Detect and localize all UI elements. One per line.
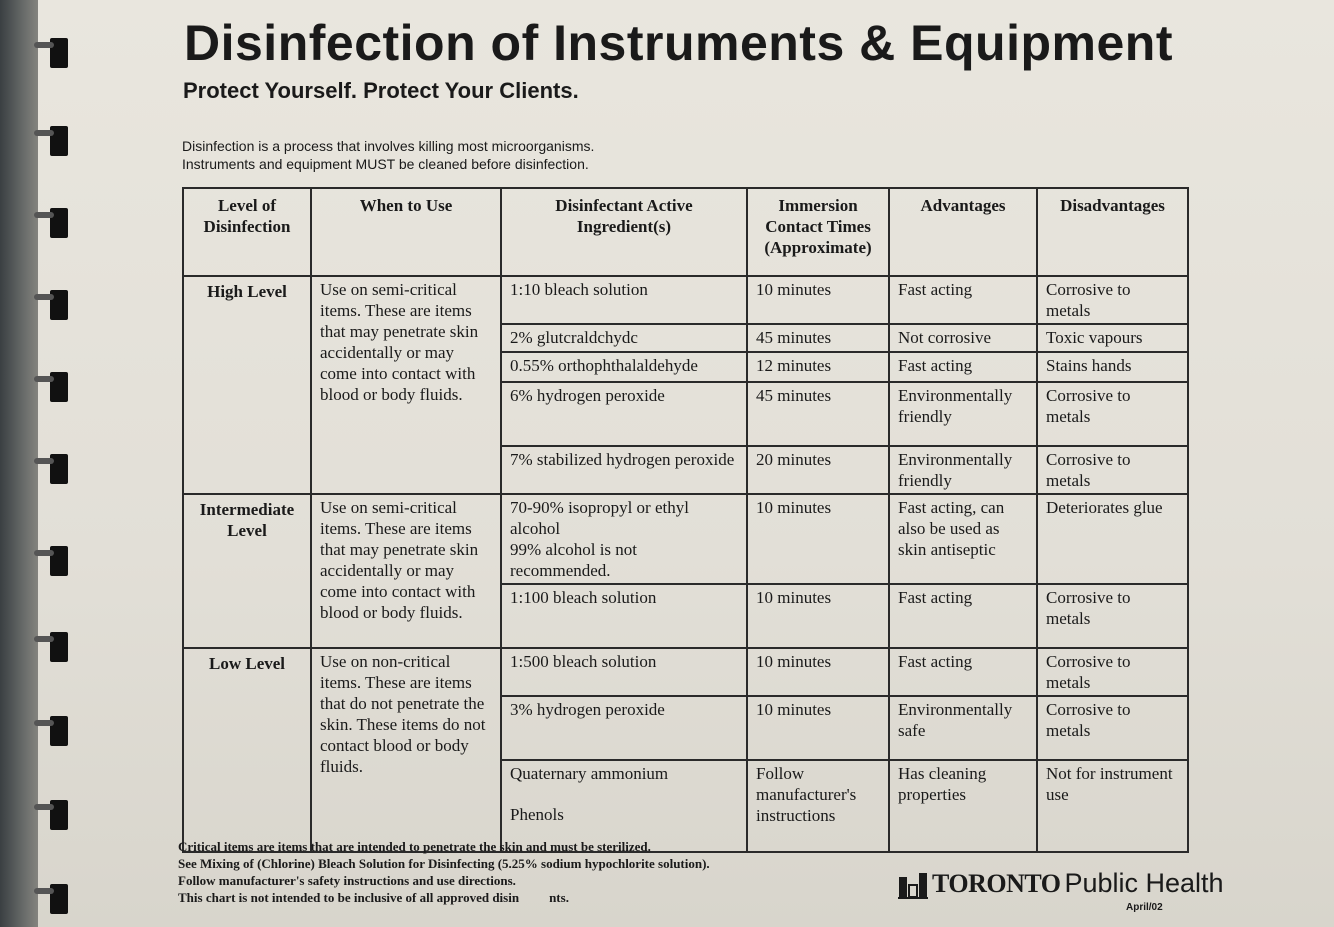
time-cell: 10 minutes [747, 648, 889, 696]
footer-line [178, 889, 858, 906]
time-cell: 10 minutes [747, 584, 889, 648]
page-subtitle: Protect Yourself. Protect Your Clients. [183, 78, 579, 103]
time-cell: 45 minutes [747, 382, 889, 446]
disadvantage-cell: Corrosive to metals [1037, 382, 1188, 446]
level-low: Low Level [183, 648, 311, 852]
time-cell: 12 minutes [747, 352, 889, 382]
table-row [183, 276, 1188, 324]
disadvantage-cell: Deteriorates glue [1037, 494, 1188, 584]
binding-hole [50, 884, 68, 914]
advantage-cell: Not corrosive [889, 324, 1037, 352]
advantage-cell: Fast acting [889, 648, 1037, 696]
time-cell: 45 minutes [747, 324, 889, 352]
intro-line: Disinfection is a process that involves killing most microorganisms. [182, 138, 595, 154]
header-ingredient: Disinfectant Active Ingredient(s) [501, 188, 747, 276]
header-level: Level of Disinfection [183, 188, 311, 276]
table-row [183, 494, 1188, 584]
ingredient-cell: 1:100 bleach solution [501, 584, 747, 648]
binding-hole [50, 632, 68, 662]
ingredient-cell: 2% glutcraldchydc [501, 324, 747, 352]
binding-hole [50, 372, 68, 402]
disadvantage-cell: Corrosive to metals [1037, 648, 1188, 696]
binding-hole [50, 716, 68, 746]
disadvantage-cell: Not for instrument use [1037, 760, 1188, 852]
disinfection-table [182, 187, 1189, 853]
spiral-binding [30, 0, 70, 927]
disadvantage-cell: Corrosive to metals [1037, 584, 1188, 648]
disadvantage-cell: Corrosive to metals [1037, 446, 1188, 494]
time-cell: Follow manufacturer's instructions [747, 760, 889, 852]
when-intermediate: Use on semi-critical items. These are items that may penetrate skin accidentally or may come into contact with blood or body fluids. [311, 494, 501, 648]
header-when: When to Use [311, 188, 501, 276]
binding-hole [50, 800, 68, 830]
ingredient-text: Quaternary ammonium [510, 764, 669, 783]
advantage-cell: Fast acting [889, 352, 1037, 382]
ingredient-cell: 1:10 bleach solution [501, 276, 747, 324]
disadvantage-cell: Corrosive to metals [1037, 276, 1188, 324]
page-title: Disinfection of Instruments & Equipment [184, 15, 1173, 71]
logo-city: TORONTO [932, 869, 1061, 898]
time-cell: 10 minutes [747, 276, 889, 324]
binding-hole [50, 38, 68, 68]
ingredient-cell: 7% stabilized hydrogen peroxide [501, 446, 747, 494]
city-hall-icon [898, 871, 928, 899]
advantage-cell: Environmentally safe [889, 696, 1037, 760]
ingredient-cell: 1:500 bleach solution [501, 648, 747, 696]
header-advantages: Advantages [889, 188, 1037, 276]
ingredient-text: 70-90% isopropyl or ethyl alcohol [510, 498, 689, 538]
when-high: Use on semi-critical items. These are items that may penetrate skin accidentally or may come into contact with blood or body fluids. [311, 276, 501, 494]
ingredient-note: 99% alcohol is not recommended. [510, 540, 638, 580]
footer-line: See Mixing of (Chlorine) Bleach Solution for Disinfecting (5.25% sodium hypochlorite solution). [178, 856, 710, 871]
time-cell: 20 minutes [747, 446, 889, 494]
binding-hole [50, 208, 68, 238]
binding-hole [50, 454, 68, 484]
advantage-cell: Fast acting, can also be used as skin antiseptic [889, 494, 1037, 584]
advantage-cell: Fast acting [889, 584, 1037, 648]
footer-text: nts. [549, 890, 569, 905]
level-intermediate: Intermediate Level [183, 494, 311, 648]
disadvantage-cell: Stains hands [1037, 352, 1188, 382]
time-cell: 10 minutes [747, 696, 889, 760]
disadvantage-cell: Corrosive to metals [1037, 696, 1188, 760]
advantage-cell: Fast acting [889, 276, 1037, 324]
disadvantage-cell: Toxic vapours [1037, 324, 1188, 352]
intro-text [182, 137, 782, 173]
logo-name: Public Health [1064, 868, 1224, 898]
intro-line: Instruments and equipment MUST be cleaned before disinfection. [182, 156, 589, 172]
advantage-cell: Environmentally friendly [889, 382, 1037, 446]
footer-line: Critical items are items that are intended to penetrate the skin and must be sterilized. [178, 839, 651, 854]
toronto-public-health-logo [898, 868, 1224, 899]
table-row [183, 648, 1188, 696]
publish-date: April/02 [1126, 902, 1163, 913]
ingredient-cell [501, 494, 747, 584]
ingredient-text: Phenols [510, 805, 564, 824]
ingredient-cell: 3% hydrogen peroxide [501, 696, 747, 760]
header-disadvantages: Disadvantages [1037, 188, 1188, 276]
binding-hole [50, 546, 68, 576]
advantage-cell: Environmentally friendly [889, 446, 1037, 494]
when-low: Use on non-critical items. These are items that do not penetrate the skin. These items do not contact blood or body fluids. [311, 648, 501, 852]
ingredient-cell: 0.55% orthophthalaldehyde [501, 352, 747, 382]
binding-hole [50, 126, 68, 156]
binding-hole [50, 290, 68, 320]
table-header-row [183, 188, 1188, 276]
footer-notes [178, 838, 858, 906]
time-cell: 10 minutes [747, 494, 889, 584]
advantage-cell: Has cleaning properties [889, 760, 1037, 852]
footer-line: Follow manufacturer's safety instructions and use directions. [178, 873, 516, 888]
footer-text: This chart is not intended to be inclusive of all approved disin [178, 890, 520, 905]
level-high: High Level [183, 276, 311, 494]
header-immersion: Immersion Contact Times (Approximate) [747, 188, 889, 276]
ingredient-cell: 6% hydrogen peroxide [501, 382, 747, 446]
